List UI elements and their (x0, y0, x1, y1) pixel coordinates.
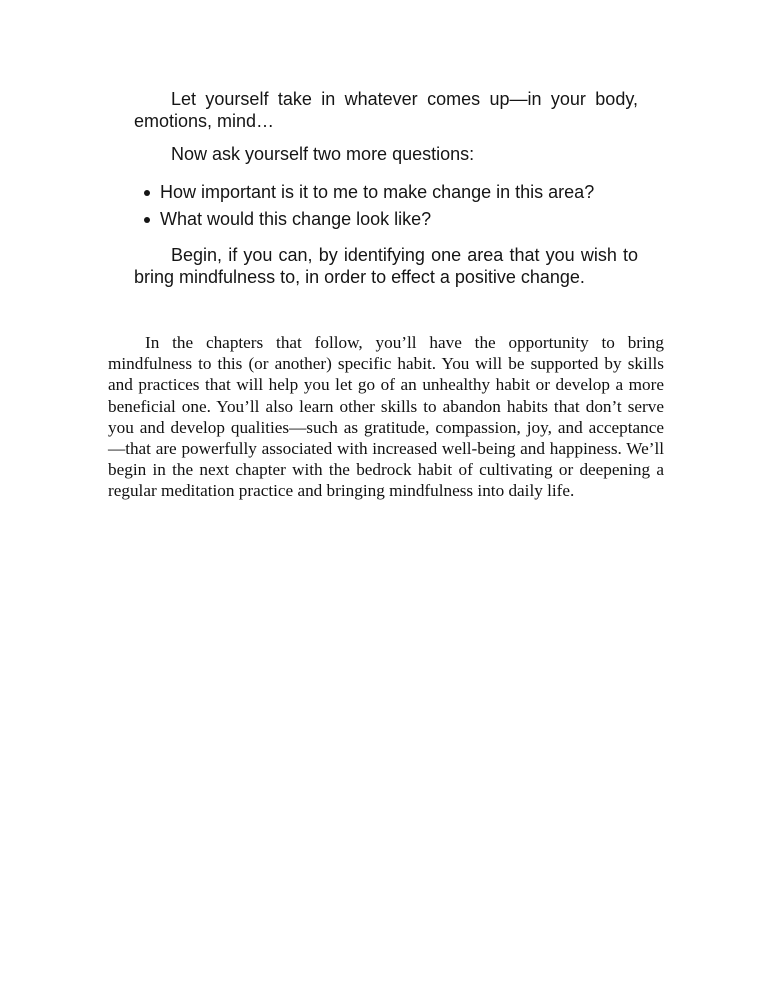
question-list (134, 181, 638, 230)
exercise-block (134, 88, 638, 288)
exercise-paragraph-begin: Begin, if you can, by identifying one area that you wish to bring mindfulness to, in order to effect a positive change. (134, 245, 638, 287)
body-paragraph: In the chapters that follow, you’ll have the opportunity to bring mindfulness to this (or another) specific habit. You will be supported by skills and practices that will help you let go of an unhealthy habit or develop a more beneficial one. You’ll also learn other skills to abandon habits that don’t serve you and develop qualities—such as gratitude, compassion, joy, and acceptance—that are powerfully associated with increased well-being and happiness. We’ll begin in the next chapter with the bedrock habit of cultivating or deepening a regular meditation practice and bringing mindfulness into daily life. (108, 333, 664, 501)
bullet-icon (144, 217, 150, 223)
question-text: What would this change look like? (160, 209, 432, 229)
exercise-paragraph-reflection: Let yourself take in whatever comes up—in your body, emotions, mind… (134, 89, 638, 131)
list-item (134, 181, 638, 203)
bullet-icon (144, 190, 150, 196)
list-item (134, 208, 638, 230)
exercise-paragraph-questions-intro: Now ask yourself two more questions: (171, 144, 475, 164)
question-text: How important is it to me to make change in this area? (160, 182, 595, 202)
